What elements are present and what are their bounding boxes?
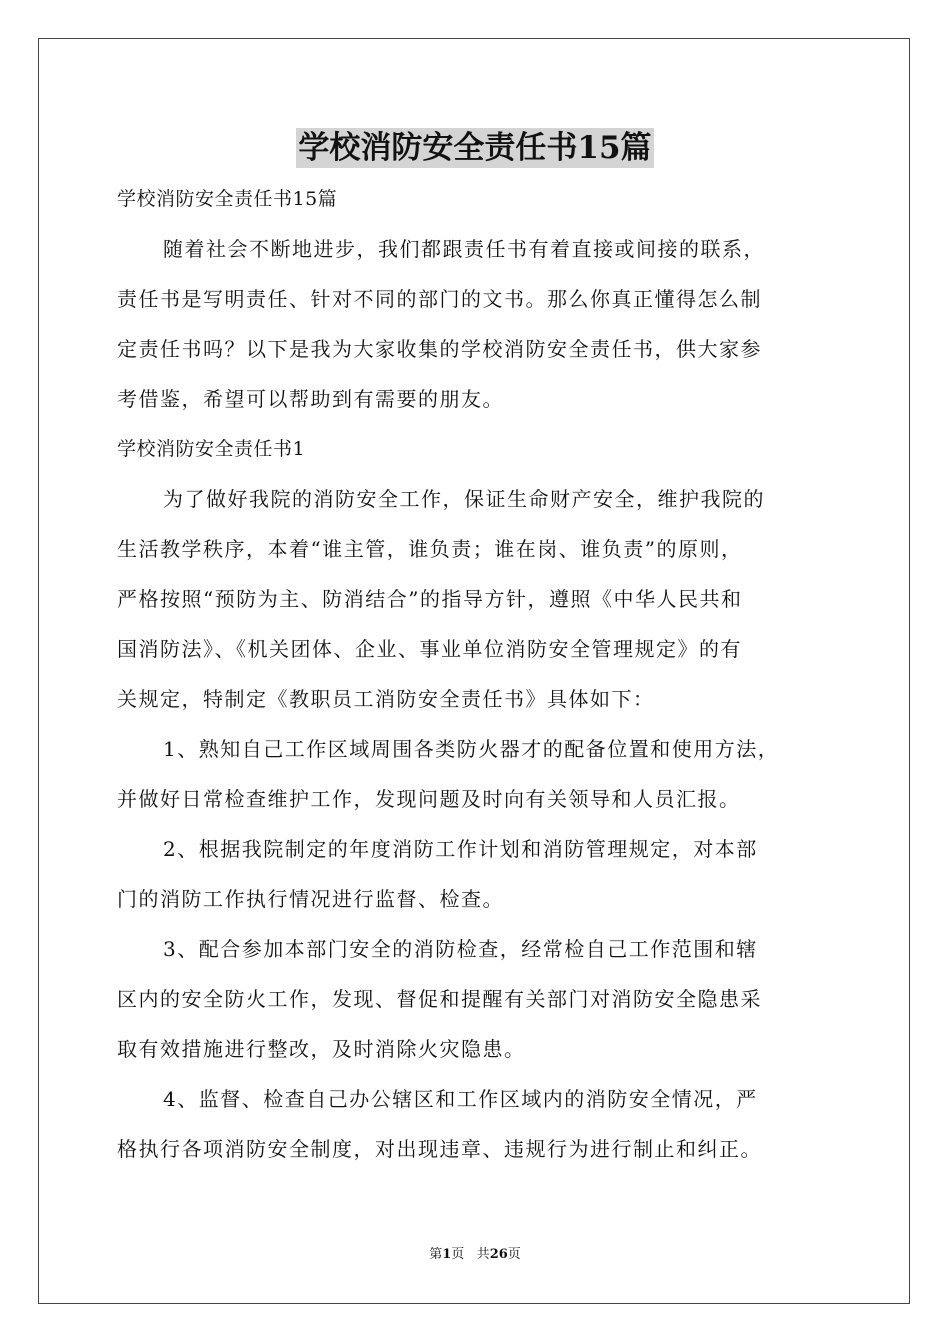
total-prefix: 共	[476, 1247, 490, 1262]
total-pages: 26	[489, 1247, 508, 1262]
list-item-line: 格执行各项消防安全制度，对出现违章、违规行为进行制止和纠正。	[117, 1137, 762, 1161]
intro-line: 随着社会不断地进步，我们都跟责任书有着直接或间接的联系，	[163, 237, 765, 261]
list-item-line: 1、熟知自己工作区域周围各类防火器才的配备位置和使用方法，	[163, 737, 780, 761]
paragraph-line: 生活教学秩序，本着“谁主管，谁负责；谁在岗、谁负责”的原则，	[117, 537, 743, 561]
document-title: 学校消防安全责任书15篇	[298, 130, 652, 166]
page-number: 1	[442, 1247, 452, 1262]
paragraph-line: 为了做好我院的消防安全工作，保证生命财产安全，维护我院的	[163, 487, 765, 511]
paragraph-line: 关规定，特制定《教职员工消防安全责任书》具体如下：	[117, 687, 655, 711]
intro-line: 定责任书吗？以下是我为大家收集的学校消防安全责任书，供大家参	[117, 337, 762, 361]
intro-line: 责任书是写明责任、针对不同的部门的文书。那么你真正懂得怎么制	[117, 287, 762, 311]
section-heading: 学校消防安全责任书1	[117, 438, 306, 460]
list-item-line: 门的消防工作执行情况进行监督、检查。	[117, 887, 504, 911]
title-container	[0, 128, 950, 168]
list-item-line: 并做好日常检查维护工作，发现问题及时向有关领导和人员汇报。	[117, 787, 741, 811]
list-item-line: 4、监督、检查自己办公辖区和工作区域内的消防安全情况，严	[163, 1087, 758, 1111]
page-border	[38, 38, 910, 1304]
subtitle: 学校消防安全责任书15篇	[117, 188, 338, 210]
page-prefix: 第	[429, 1247, 443, 1262]
list-item-line: 区内的安全防火工作，发现、督促和提醒有关部门对消防安全隐患采	[117, 987, 762, 1011]
page-suffix: 页	[451, 1247, 465, 1262]
list-item-line: 3、配合参加本部门安全的消防检查，经常检自己工作范围和辖	[163, 937, 758, 961]
total-suffix: 页	[507, 1247, 521, 1262]
page-footer	[0, 1246, 950, 1264]
intro-line: 考借鉴，希望可以帮助到有需要的朋友。	[117, 387, 504, 411]
paragraph-line: 严格按照“预防为主、防消结合”的指导方针，遵照《中华人民共和	[117, 587, 743, 611]
list-item-line: 取有效措施进行整改，及时消除火灾隐患。	[117, 1037, 526, 1061]
paragraph-line: 国消防法》、《机关团体、企业、事业单位消防安全管理规定》的有	[117, 637, 742, 661]
list-item-line: 2、根据我院制定的年度消防工作计划和消防管理规定，对本部	[163, 837, 758, 861]
